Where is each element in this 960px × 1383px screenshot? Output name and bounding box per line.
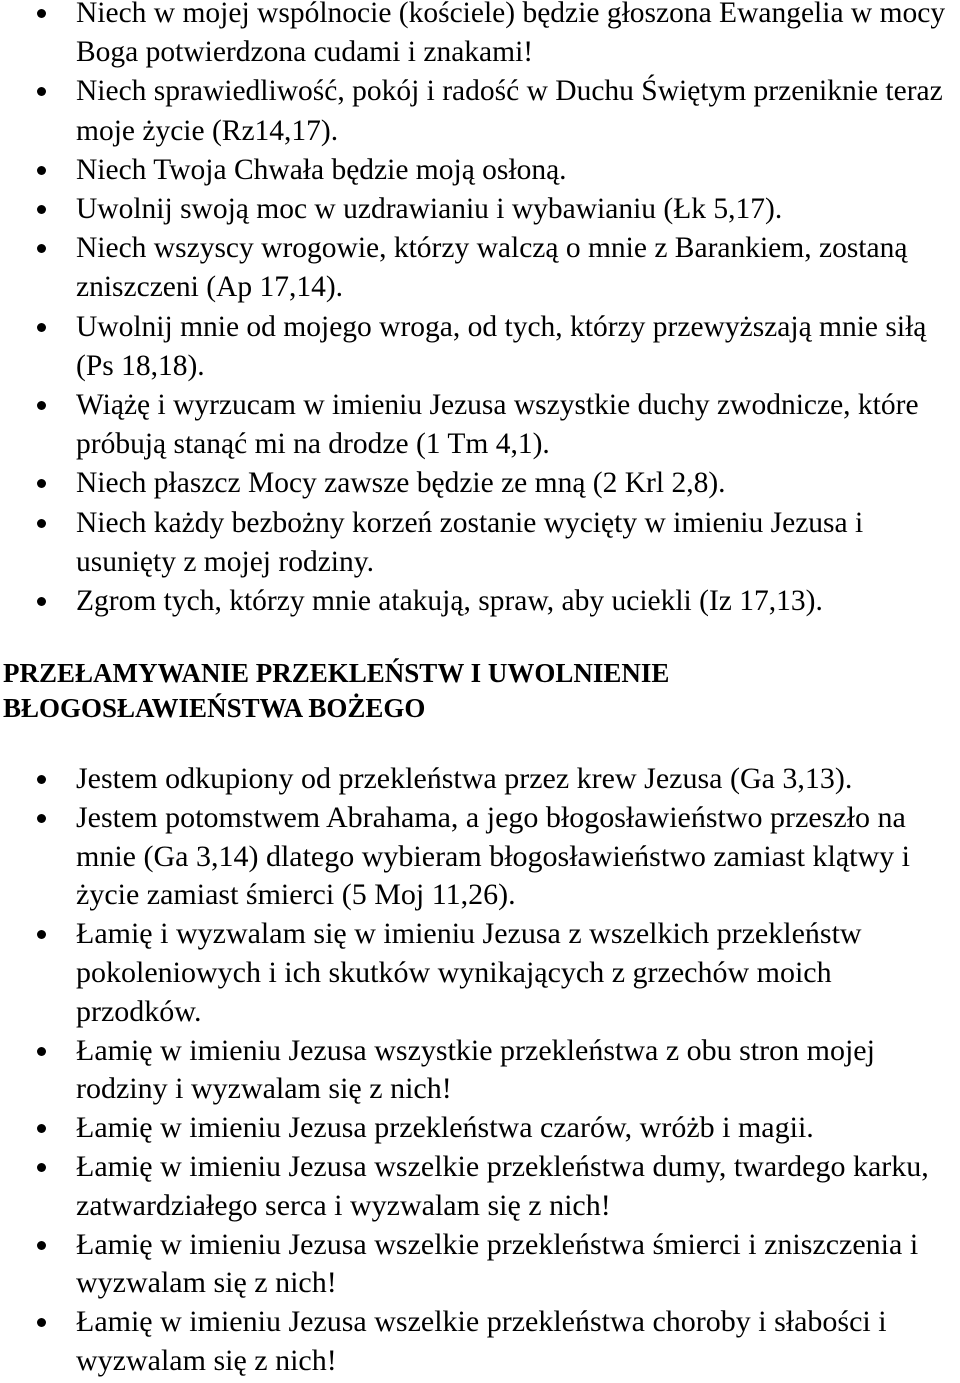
bullet-icon [37, 775, 46, 784]
section-heading [3, 656, 953, 726]
list-item-text: Niech w mojej wspólnocie (kościele) będzie głoszona Ewangelia w mocy Boga potwierdzona cudami i znakami! [76, 0, 946, 69]
bullet-icon [37, 244, 46, 253]
bullet-icon [37, 87, 46, 96]
bullet-icon [37, 519, 46, 528]
prayer-list-2 [0, 760, 960, 1381]
section-heading-line-1: PRZEŁAMYWANIE PRZEKLEŃSTW I UWOLNIENIE [3, 658, 670, 688]
list-item [0, 464, 960, 503]
list-item [0, 504, 960, 582]
list-item [0, 151, 960, 190]
bullet-icon [37, 401, 46, 410]
section-heading-line-2: BŁOGOSŁAWIEŃSTWA BOŻEGO [3, 693, 426, 723]
bullet-icon [37, 1163, 46, 1172]
bullet-icon [37, 166, 46, 175]
list-item-text: Niech Twoja Chwała będzie moją osłoną. [76, 153, 567, 186]
bullet-icon [37, 205, 46, 214]
bullet-icon [37, 1241, 46, 1250]
list-item-text: Wiążę i wyrzucam w imieniu Jezusa wszystkie duchy zwodnicze, które próbują stanąć mi na drodze (1 Tm 4,1). [76, 389, 919, 461]
list-item-text: Uwolnij swoją moc w uzdrawianiu i wybawianiu (Łk 5,17). [76, 193, 783, 226]
list-item-text: Łamię i wyzwalam się w imieniu Jezusa z wszelkich przekleństw pokoleniowych i ich skutków wynikających z grzechów moich przodków. [76, 917, 862, 1028]
list-item [0, 799, 960, 915]
list-item [0, 229, 960, 307]
list-item [0, 1148, 960, 1226]
list-item [0, 1226, 960, 1304]
list-item-text: Łamię w imieniu Jezusa wszelkie przekleństwa choroby i słabości i wyzwalam się z nich! [76, 1305, 887, 1377]
list-item-text: Niech wszyscy wrogowie, którzy walczą o mnie z Barankiem, zostaną zniszczeni (Ap 17,14). [76, 232, 908, 304]
list-item [0, 1109, 960, 1148]
list-item-text: Niech płaszcz Mocy zawsze będzie ze mną (2 Krl 2,8). [76, 467, 726, 500]
bullet-icon [37, 1124, 46, 1133]
list-item-text: Łamię w imieniu Jezusa wszelkie przekleństwa dumy, twardego karku, zatwardziałego serca i wyzwalam się z nich! [76, 1149, 929, 1222]
list-item-text: Jestem potomstwem Abrahama, a jego błogosławieństwo przeszło na mnie (Ga 3,14) dlatego wybieram błogosławieństwo zamiast klątwy i życie zamiast śmierci (5 Moj 11,26). [76, 800, 910, 912]
list-item-text: Uwolnij mnie od mojego wroga, od tych, którzy przewyższają mnie siłą (Ps 18,18). [76, 310, 927, 382]
list-item [0, 582, 960, 621]
list-item-text: Łamię w imieniu Jezusa wszystkie przekleństwa z obu stron mojej rodziny i wyzwalam się z nich! [76, 1033, 875, 1106]
bullet-icon [37, 930, 46, 939]
bullet-icon [37, 1047, 46, 1056]
bullet-icon [37, 323, 46, 332]
list-item [0, 72, 960, 150]
bullet-icon [37, 814, 46, 823]
list-item-text: Łamię w imieniu Jezusa przekleństwa czarów, wróżb i magii. [76, 1111, 814, 1145]
list-item-text: Zgrom tych, którzy mnie atakują, spraw, aby uciekli (Iz 17,13). [76, 585, 823, 618]
list-item-text: Łamię w imieniu Jezusa wszelkie przekleństwa śmierci i zniszczenia i wyzwalam się z nich! [76, 1227, 919, 1300]
bullet-icon [37, 1318, 46, 1327]
list-item [0, 308, 960, 386]
bullet-icon [37, 9, 46, 18]
bullet-icon [37, 479, 46, 488]
list-item [0, 760, 960, 799]
list-item [0, 915, 960, 1031]
list-item [0, 1032, 960, 1110]
list-item-text: Jestem odkupiony od przekleństwa przez krew Jezusa (Ga 3,13). [76, 762, 853, 795]
list-item-text: Niech każdy bezbożny korzeń zostanie wycięty w imieniu Jezusa i usunięty z mojej rodziny. [76, 506, 864, 578]
bullet-icon [37, 597, 46, 606]
prayer-list-1 [0, 0, 960, 621]
list-item [0, 190, 960, 229]
list-item-text: Niech sprawiedliwość, pokój i radość w Duchu Świętym przeniknie teraz moje życie (Rz14,17). [76, 75, 943, 147]
list-item [0, 0, 960, 72]
list-item [0, 386, 960, 464]
list-item [0, 1303, 960, 1381]
